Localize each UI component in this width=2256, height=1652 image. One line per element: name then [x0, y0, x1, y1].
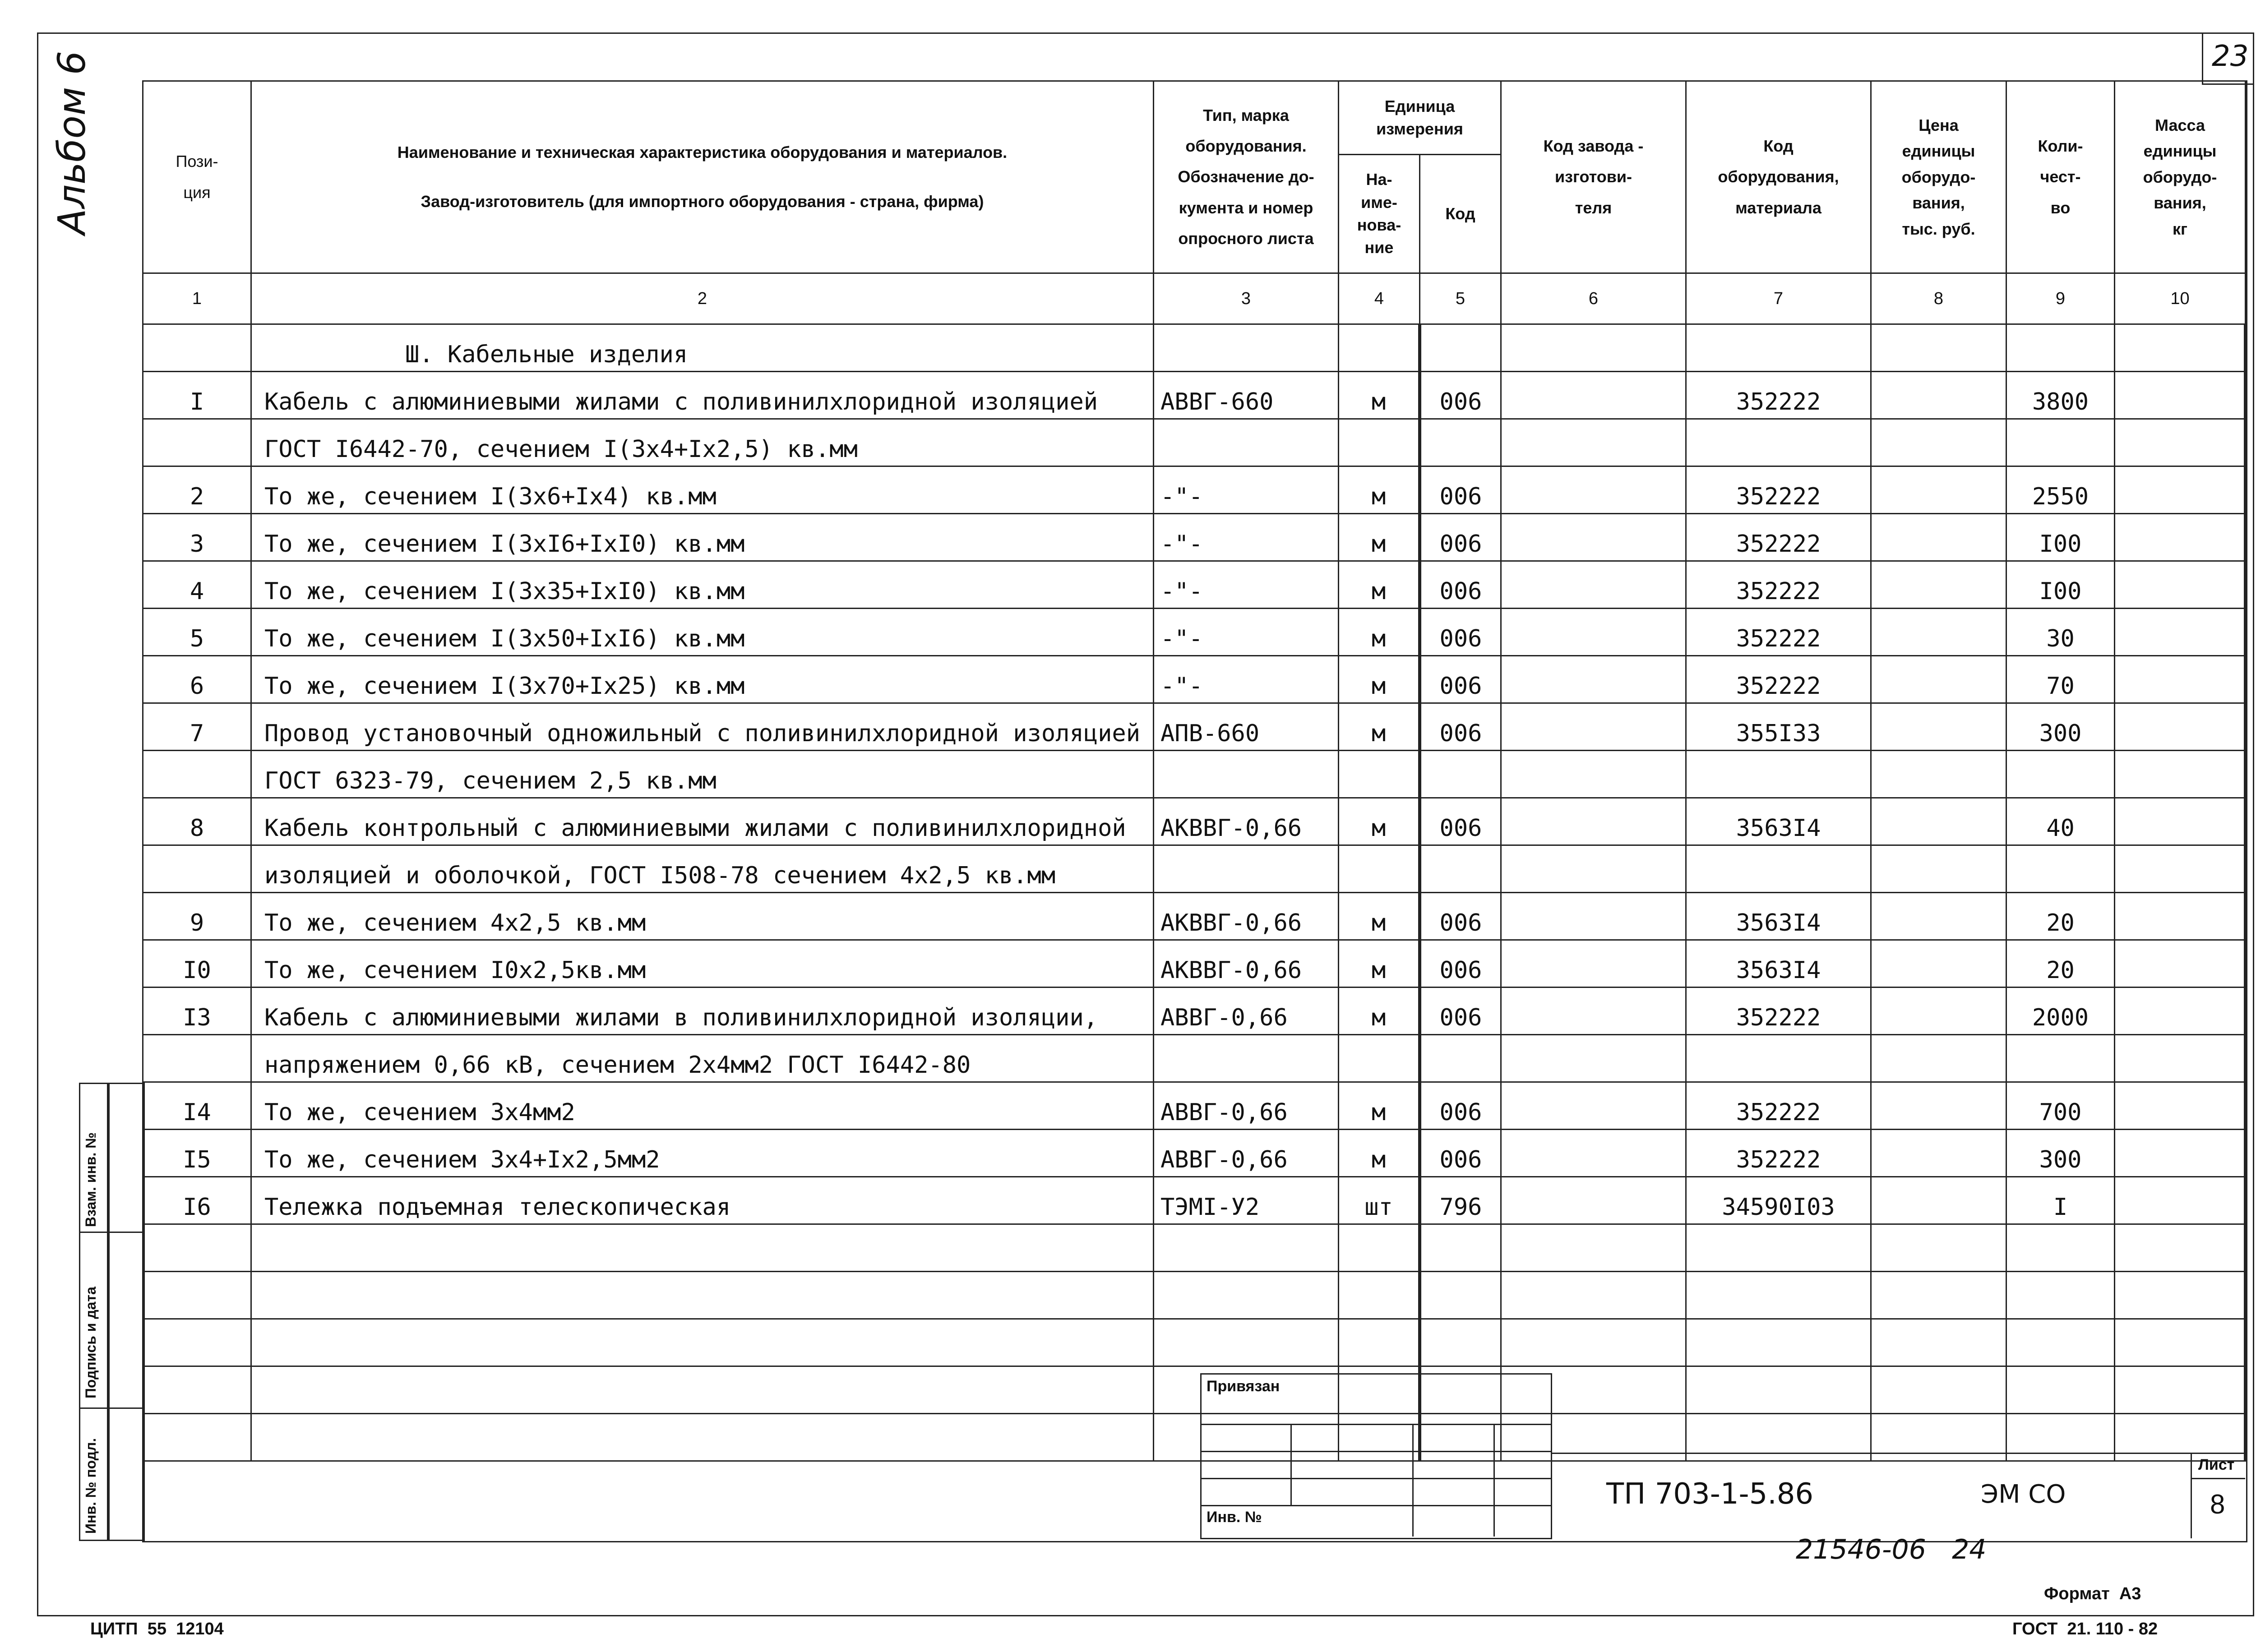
row-mass — [2115, 514, 2246, 561]
section-row — [143, 324, 2246, 372]
row-unit-code — [1420, 1224, 1501, 1272]
row-position: 9 — [143, 893, 251, 940]
row-factory-code — [1501, 1272, 1686, 1319]
row-position — [143, 1414, 251, 1461]
side-stamp — [79, 1083, 142, 1538]
row-price — [1871, 514, 2006, 561]
row-unit — [1339, 1224, 1420, 1272]
row-mass — [2115, 1224, 2246, 1272]
row-type — [1154, 1224, 1339, 1272]
row-type: АКВВГ-0,66 — [1154, 940, 1339, 988]
row-position — [143, 419, 251, 466]
row-material-code: 352222 — [1686, 609, 1871, 656]
row-quantity: I — [2006, 1177, 2115, 1224]
row-unit: м — [1339, 466, 1420, 514]
row-price — [1871, 1130, 2006, 1177]
row-quantity — [2006, 1224, 2115, 1272]
row-position: I6 — [143, 1177, 251, 1224]
row-type: -"- — [1154, 561, 1339, 609]
row-material-code — [1686, 1272, 1871, 1319]
row-type — [1154, 1319, 1339, 1366]
row-material-code: 352222 — [1686, 1130, 1871, 1177]
row-factory-code — [1501, 1082, 1686, 1130]
row-type: -"- — [1154, 514, 1339, 561]
row-position: I5 — [143, 1130, 251, 1177]
table-row — [143, 514, 2246, 561]
row-unit — [1339, 1319, 1420, 1366]
row-price — [1871, 798, 2006, 845]
row-mass — [2115, 940, 2246, 988]
row-material-code: 352222 — [1686, 1082, 1871, 1130]
table-row — [143, 1319, 2246, 1366]
row-name: ГОСТ 6323-79, сечением 2,5 кв.мм — [251, 751, 1154, 798]
row-material-code: 352222 — [1686, 514, 1871, 561]
row-quantity — [2006, 1035, 2115, 1082]
col-header-position: Пози- ция — [143, 81, 251, 273]
table-row — [143, 1130, 2246, 1177]
row-unit-code — [1420, 1035, 1501, 1082]
row-unit: м — [1339, 1130, 1420, 1177]
row-mass — [2115, 372, 2246, 419]
handwritten-number: 21546-06 24 — [1796, 1534, 1987, 1565]
row-type — [1154, 845, 1339, 893]
row-price — [1871, 988, 2006, 1035]
col-header-unit-name: На- име- нова- ние — [1339, 155, 1420, 273]
row-material-code: 3563I4 — [1686, 893, 1871, 940]
row-material-code: 352222 — [1686, 656, 1871, 703]
col-header-quantity: Коли- чест- во — [2006, 81, 2115, 273]
row-price — [1871, 893, 2006, 940]
column-number: 5 — [1420, 273, 1501, 324]
row-price — [1871, 1035, 2006, 1082]
row-position: I0 — [143, 940, 251, 988]
column-number: 9 — [2006, 273, 2115, 324]
row-unit: шт — [1339, 1177, 1420, 1224]
row-name: То же, сечением 3х4мм2 — [251, 1082, 1154, 1130]
column-number: 1 — [143, 273, 251, 324]
row-position: I4 — [143, 1082, 251, 1130]
col-header-name-line1: Наименование и техническая характеристика оборудования и материалов. — [397, 143, 1008, 162]
row-unit-code: 006 — [1420, 609, 1501, 656]
row-price — [1871, 372, 2006, 419]
row-position — [143, 751, 251, 798]
row-mass — [2115, 893, 2246, 940]
row-name: Кабель с алюминиевыми жилами в поливинилхлоридной изоляции, — [251, 988, 1154, 1035]
row-quantity — [2006, 1272, 2115, 1319]
row-name: То же, сечением I(3х50+IхI6) кв.мм — [251, 609, 1154, 656]
row-type: -"- — [1154, 656, 1339, 703]
column-number: 7 — [1686, 273, 1871, 324]
row-quantity: 70 — [2006, 656, 2115, 703]
col-header-type: Тип, марка оборудования. Обозначение до- кумента и номер опросного листа — [1154, 81, 1339, 273]
row-unit-code: 006 — [1420, 893, 1501, 940]
row-material-code — [1686, 1319, 1871, 1366]
table-row — [143, 798, 2246, 845]
row-position: 2 — [143, 466, 251, 514]
row-factory-code — [1501, 893, 1686, 940]
list-number: 8 — [2210, 1489, 2225, 1519]
row-factory-code — [1501, 1130, 1686, 1177]
row-unit-code — [1420, 419, 1501, 466]
column-number-row — [143, 273, 2246, 324]
page-number: 23 — [2212, 40, 2249, 73]
table-row — [143, 1177, 2246, 1224]
row-name — [251, 1224, 1154, 1272]
row-quantity: 700 — [2006, 1082, 2115, 1130]
col-header-price: Цена единицы оборудо- вания, тыс. руб. — [1871, 81, 2006, 273]
row-mass — [2115, 751, 2246, 798]
row-name — [251, 1366, 1154, 1414]
row-unit: м — [1339, 656, 1420, 703]
row-material-code: 352222 — [1686, 988, 1871, 1035]
row-quantity — [2006, 751, 2115, 798]
row-mass — [2115, 798, 2246, 845]
row-position: 5 — [143, 609, 251, 656]
row-unit — [1339, 1035, 1420, 1082]
column-number: 2 — [251, 273, 1154, 324]
col-header-name-line2: Завод-изготовитель (для импортного оборудования - страна, фирма) — [421, 192, 984, 211]
col-header-unit-group: Единица измерения — [1339, 81, 1501, 155]
row-price — [1871, 1224, 2006, 1272]
column-number: 6 — [1501, 273, 1686, 324]
footer-gost: ГОСТ 21. 110 - 82 — [2012, 1620, 2158, 1638]
row-mass — [2115, 466, 2246, 514]
row-unit: м — [1339, 893, 1420, 940]
row-price — [1871, 1177, 2006, 1224]
col-header-mass: Масса единицы оборудо- вания, кг — [2115, 81, 2246, 273]
inv-no-label: Инв. № — [1207, 1509, 1262, 1526]
col-header-unit-code: Код — [1420, 155, 1501, 273]
row-type: АКВВГ-0,66 — [1154, 893, 1339, 940]
table-row — [143, 419, 2246, 466]
row-position — [143, 845, 251, 893]
row-material-code: 352222 — [1686, 466, 1871, 514]
footer-left: ЦИТП 55 12104 — [90, 1620, 224, 1638]
row-unit: м — [1339, 561, 1420, 609]
row-unit: м — [1339, 1082, 1420, 1130]
row-name — [251, 1414, 1154, 1461]
row-name: изоляцией и оболочкой, ГОСТ I508-78 сечением 4х2,5 кв.мм — [251, 845, 1154, 893]
row-quantity: 2000 — [2006, 988, 2115, 1035]
privyazan-label: Привязан — [1207, 1378, 1280, 1395]
row-price — [1871, 609, 2006, 656]
row-position: 4 — [143, 561, 251, 609]
row-quantity — [2006, 1319, 2115, 1366]
doc-code: ТП 703-1-5.86 — [1606, 1477, 1814, 1511]
row-price — [1871, 751, 2006, 798]
row-material-code: 34590I03 — [1686, 1177, 1871, 1224]
column-number: 4 — [1339, 273, 1420, 324]
table-row — [143, 466, 2246, 514]
row-price — [1871, 703, 2006, 751]
row-material-code — [1686, 751, 1871, 798]
row-name: ГОСТ I6442-70, сечением I(3х4+Iх2,5) кв.мм — [251, 419, 1154, 466]
row-unit-code: 006 — [1420, 703, 1501, 751]
row-unit-code: 006 — [1420, 798, 1501, 845]
row-material-code — [1686, 1224, 1871, 1272]
row-factory-code — [1501, 845, 1686, 893]
row-factory-code — [1501, 419, 1686, 466]
row-mass — [2115, 1035, 2246, 1082]
side-label-podpis: Подпись и дата — [83, 1287, 99, 1398]
row-name: напряжением 0,66 кВ, сечением 2х4мм2 ГОСТ I6442-80 — [251, 1035, 1154, 1082]
row-material-code — [1686, 1366, 1871, 1414]
row-unit-code — [1420, 1272, 1501, 1319]
row-name: Кабель с алюминиевыми жилами с поливинилхлоридной изоляцией — [251, 372, 1154, 419]
row-name: То же, сечением I(3хI6+IхI0) кв.мм — [251, 514, 1154, 561]
row-name: То же, сечением I(3х70+Iх25) кв.мм — [251, 656, 1154, 703]
row-factory-code — [1501, 1177, 1686, 1224]
row-name: То же, сечением I0х2,5кв.мм — [251, 940, 1154, 988]
row-factory-code — [1501, 988, 1686, 1035]
row-factory-code — [1501, 940, 1686, 988]
column-number: 8 — [1871, 273, 2006, 324]
side-label-vzam: Взам. инв. № — [83, 1132, 99, 1227]
row-position — [143, 1319, 251, 1366]
row-material-code: 3563I4 — [1686, 940, 1871, 988]
row-factory-code — [1501, 703, 1686, 751]
row-unit: м — [1339, 609, 1420, 656]
row-position: 7 — [143, 703, 251, 751]
row-mass — [2115, 419, 2246, 466]
row-quantity: 2550 — [2006, 466, 2115, 514]
table-row — [143, 751, 2246, 798]
table-row — [143, 609, 2246, 656]
row-name: То же, сечением 3х4+Iх2,5мм2 — [251, 1130, 1154, 1177]
row-unit-code: 006 — [1420, 561, 1501, 609]
row-type: -"- — [1154, 609, 1339, 656]
table-row — [143, 1035, 2246, 1082]
specification-table — [142, 80, 2247, 1462]
row-price — [1871, 1272, 2006, 1319]
row-type: ТЭМI-У2 — [1154, 1177, 1339, 1224]
row-position: 3 — [143, 514, 251, 561]
row-material-code: 355I33 — [1686, 703, 1871, 751]
row-unit-code: 006 — [1420, 1082, 1501, 1130]
row-position: 8 — [143, 798, 251, 845]
row-type: АПВ-660 — [1154, 703, 1339, 751]
row-factory-code — [1501, 372, 1686, 419]
column-number: 10 — [2115, 273, 2246, 324]
row-unit: м — [1339, 798, 1420, 845]
row-material-code — [1686, 845, 1871, 893]
row-quantity — [2006, 845, 2115, 893]
row-mass — [2115, 1130, 2246, 1177]
row-unit-code: 006 — [1420, 514, 1501, 561]
row-name: То же, сечением 4х2,5 кв.мм — [251, 893, 1154, 940]
row-quantity: 20 — [2006, 940, 2115, 988]
row-factory-code — [1501, 1035, 1686, 1082]
row-position — [143, 1224, 251, 1272]
row-unit: м — [1339, 372, 1420, 419]
row-unit-code — [1420, 1319, 1501, 1366]
table-row — [143, 1082, 2246, 1130]
row-quantity — [2006, 419, 2115, 466]
list-label: Лист — [2198, 1456, 2235, 1473]
row-unit-code: 796 — [1420, 1177, 1501, 1224]
table-row — [143, 703, 2246, 751]
row-price — [1871, 419, 2006, 466]
row-position: I3 — [143, 988, 251, 1035]
row-factory-code — [1501, 798, 1686, 845]
table-row — [143, 372, 2246, 419]
row-mass — [2115, 703, 2246, 751]
row-position — [143, 1035, 251, 1082]
row-quantity: 300 — [2006, 703, 2115, 751]
row-position: 6 — [143, 656, 251, 703]
row-mass — [2115, 988, 2246, 1035]
row-unit-code: 006 — [1420, 656, 1501, 703]
table-row — [143, 988, 2246, 1035]
header-row — [143, 81, 2246, 155]
row-quantity: 40 — [2006, 798, 2115, 845]
row-name — [251, 1319, 1154, 1366]
row-factory-code — [1501, 609, 1686, 656]
title-block — [1200, 1373, 1552, 1539]
row-unit: м — [1339, 514, 1420, 561]
row-price — [1871, 656, 2006, 703]
col-header-material-code: Код оборудования, материала — [1686, 81, 1871, 273]
row-type — [1154, 419, 1339, 466]
row-material-code — [1686, 1035, 1871, 1082]
row-unit — [1339, 845, 1420, 893]
row-type: АВВГ-0,66 — [1154, 1082, 1339, 1130]
row-unit: м — [1339, 703, 1420, 751]
row-mass — [2115, 845, 2246, 893]
row-unit — [1339, 1272, 1420, 1319]
row-factory-code — [1501, 514, 1686, 561]
table-row — [143, 845, 2246, 893]
footer-format: Формат А3 — [2044, 1584, 2141, 1603]
table-row — [143, 561, 2246, 609]
row-mass — [2115, 1177, 2246, 1224]
row-quantity: 3800 — [2006, 372, 2115, 419]
row-type: АВВГ-0,66 — [1154, 1130, 1339, 1177]
row-material-code: 352222 — [1686, 561, 1871, 609]
column-number: 3 — [1154, 273, 1339, 324]
row-mass — [2115, 1366, 2246, 1414]
row-quantity: 20 — [2006, 893, 2115, 940]
row-price — [1871, 466, 2006, 514]
row-type — [1154, 1035, 1339, 1082]
section-title: Ш. Кабельные изделия — [251, 324, 1154, 372]
row-unit — [1339, 419, 1420, 466]
row-mass — [2115, 656, 2246, 703]
row-name: Провод установочный одножильный с поливинилхлоридной изоляцией — [251, 703, 1154, 751]
row-factory-code — [1501, 751, 1686, 798]
col-header-factory-code: Код завода - изготови- теля — [1501, 81, 1686, 273]
row-price — [1871, 845, 2006, 893]
row-unit-code: 006 — [1420, 988, 1501, 1035]
row-factory-code — [1501, 1224, 1686, 1272]
row-factory-code — [1501, 466, 1686, 514]
table-row — [143, 656, 2246, 703]
list-box — [2191, 1453, 2245, 1538]
row-unit-code — [1420, 751, 1501, 798]
table-row — [143, 1224, 2246, 1272]
row-quantity: 30 — [2006, 609, 2115, 656]
table-row — [143, 1272, 2246, 1319]
row-factory-code — [1501, 1319, 1686, 1366]
row-mass — [2115, 1082, 2246, 1130]
row-name: Тележка подъемная телескопическая — [251, 1177, 1154, 1224]
row-price — [1871, 561, 2006, 609]
row-price — [1871, 1366, 2006, 1414]
col-header-name — [251, 81, 1154, 273]
table-row — [143, 893, 2246, 940]
row-position — [143, 1272, 251, 1319]
row-unit-code — [1420, 845, 1501, 893]
row-type — [1154, 1272, 1339, 1319]
row-price — [1871, 940, 2006, 988]
table-row — [143, 940, 2246, 988]
row-mass — [2115, 609, 2246, 656]
table-row — [143, 1366, 2246, 1414]
row-factory-code — [1501, 561, 1686, 609]
row-unit-code: 006 — [1420, 940, 1501, 988]
row-unit-code: 006 — [1420, 372, 1501, 419]
row-position: I — [143, 372, 251, 419]
album-label: Альбом 6 — [50, 51, 94, 235]
row-unit: м — [1339, 940, 1420, 988]
row-type — [1154, 751, 1339, 798]
row-price — [1871, 1082, 2006, 1130]
row-price — [1871, 1319, 2006, 1366]
row-type: АВВГ-660 — [1154, 372, 1339, 419]
row-unit: м — [1339, 988, 1420, 1035]
row-name — [251, 1272, 1154, 1319]
row-name: Кабель контрольный с алюминиевыми жилами с поливинилхлоридной — [251, 798, 1154, 845]
row-name: То же, сечением I(3х6+Iх4) кв.мм — [251, 466, 1154, 514]
row-material-code: 3563I4 — [1686, 798, 1871, 845]
row-name: То же, сечением I(3х35+IхI0) кв.мм — [251, 561, 1154, 609]
row-quantity: I00 — [2006, 561, 2115, 609]
row-unit — [1339, 751, 1420, 798]
row-type: АКВВГ-0,66 — [1154, 798, 1339, 845]
row-quantity: 300 — [2006, 1130, 2115, 1177]
row-quantity — [2006, 1366, 2115, 1414]
table-body — [143, 324, 2246, 1461]
row-mass — [2115, 561, 2246, 609]
row-quantity: I00 — [2006, 514, 2115, 561]
doc-mark: ЭМ СО — [1981, 1480, 2066, 1509]
row-material-code: 352222 — [1686, 372, 1871, 419]
side-label-inv-podl: Инв. № подл. — [83, 1438, 99, 1534]
row-mass — [2115, 1272, 2246, 1319]
row-mass — [2115, 1319, 2246, 1366]
row-unit-code: 006 — [1420, 1130, 1501, 1177]
row-type: -"- — [1154, 466, 1339, 514]
row-material-code — [1686, 419, 1871, 466]
row-type: АВВГ-0,66 — [1154, 988, 1339, 1035]
row-position — [143, 1366, 251, 1414]
row-factory-code — [1501, 656, 1686, 703]
row-unit-code: 006 — [1420, 466, 1501, 514]
